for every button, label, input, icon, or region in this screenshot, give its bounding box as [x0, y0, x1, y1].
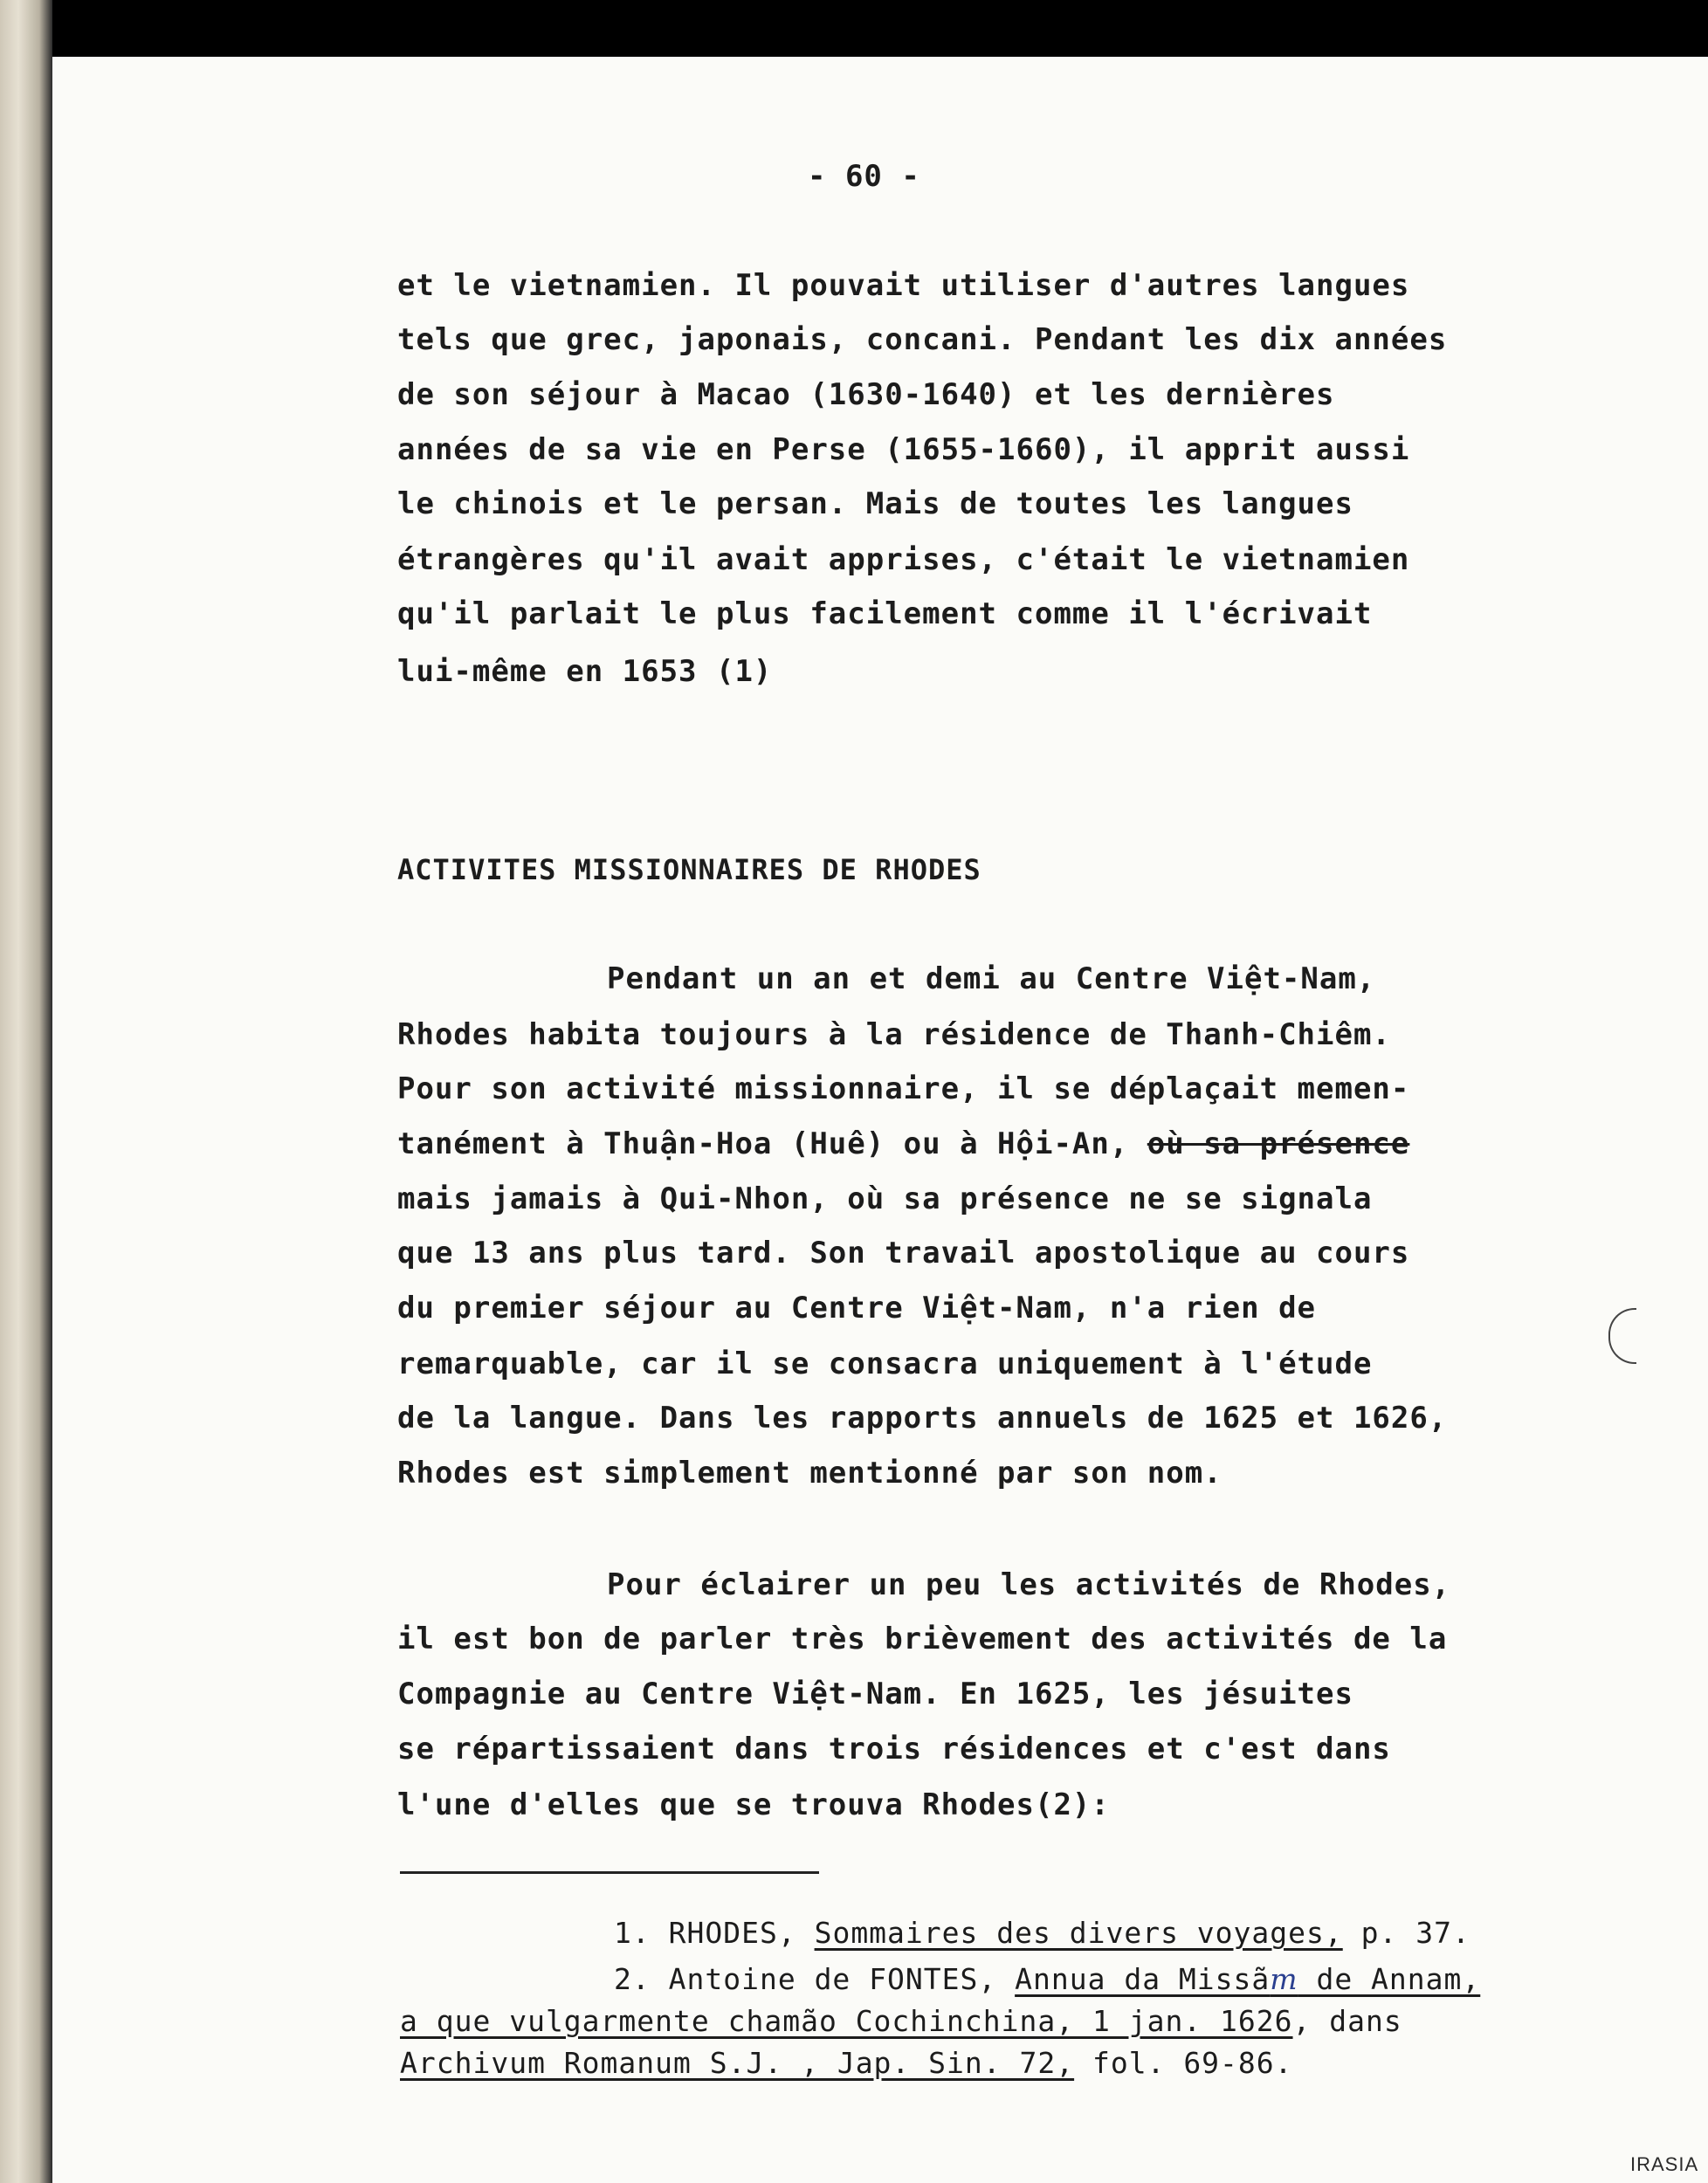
paragraph-line: de la langue. Dans les rapports annuels de 1625 et 1626, — [397, 1401, 1448, 1436]
paragraph-line-text: tanément à Thuận-Hoa (Huê) ou à Hội-An, — [397, 1126, 1147, 1161]
paragraph-line: le chinois et le persan. Mais de toutes les langues — [397, 486, 1353, 521]
struck-through-text: où sa présence — [1147, 1126, 1410, 1161]
page-number: - 60 - — [808, 159, 920, 194]
footnote-archive: Archivum Romanum S.J. , Jap. Sin. 72, — [400, 2046, 1075, 2080]
paragraph-line: Rhodes habita toujours à la résidence de Thanh-Chiêm. — [397, 1017, 1391, 1052]
footnote-text: , dans — [1292, 2004, 1402, 2038]
paragraph-line: de son séjour à Macao (1630-1640) et les dernières — [397, 377, 1335, 412]
footnote-1 — [614, 1916, 1470, 1950]
paragraph-line: mais jamais à Qui-Nhon, où sa présence ne se signala — [397, 1181, 1373, 1216]
footnote-title-continued: a que vulgarmente chamão Cochinchina, 1 jan. 1626 — [400, 2004, 1293, 2038]
paragraph-line: il est bon de parler très brièvement des activités de la — [397, 1622, 1448, 1656]
paragraph-line: et le vietnamien. Il pouvait utiliser d'autres langues — [397, 268, 1410, 303]
previous-page-edge — [0, 0, 52, 2183]
paragraph-line: années de sa vie en Perse (1655-1660), il apprit aussi — [397, 432, 1410, 467]
footnote-title-part: de Annam, — [1298, 1962, 1481, 1996]
footnote-page: p. 37. — [1360, 1916, 1470, 1950]
footnote-number: 2. — [614, 1962, 651, 1996]
handwritten-correction: m — [1270, 1962, 1298, 1996]
paragraph-line: Pour son activité missionnaire, il se déplaçait memen- — [397, 1071, 1410, 1106]
footnote-text: fol. 69-86. — [1074, 2046, 1293, 2080]
footnote-author: Antoine de FONTES, — [668, 1962, 997, 1996]
paragraph-line: que 13 ans plus tard. Son travail apostolique au cours — [397, 1236, 1410, 1271]
paragraph-line: Rhodes est simplement mentionné par son nom. — [397, 1456, 1222, 1491]
footnote-2-line-2 — [400, 2004, 1402, 2038]
footnote-separator — [400, 1871, 819, 1874]
paragraph-line: l'une d'elles que se trouva Rhodes(2): — [397, 1787, 1110, 1822]
section-heading: ACTIVITES MISSIONNAIRES DE RHODES — [397, 853, 981, 886]
footnote-2 — [614, 1962, 1481, 1996]
watermark: IRASIA — [1630, 2153, 1699, 2175]
paragraph-line — [397, 1126, 1410, 1161]
footnote-number: 1. — [614, 1916, 651, 1950]
paragraph-line: lui-même en 1653 (1) — [397, 654, 773, 689]
paragraph-line: Compagnie au Centre Việt-Nam. En 1625, les jésuites — [397, 1677, 1353, 1711]
paragraph-line: Pour éclairer un peu les activités de Rhodes, — [607, 1567, 1451, 1602]
paragraph-line: étrangères qu'il avait apprises, c'était le vietnamien — [397, 542, 1410, 577]
footnote-author: RHODES, — [668, 1916, 796, 1950]
paragraph-line: tels que grec, japonais, concani. Pendant les dix années — [397, 322, 1448, 357]
footnote-title — [1015, 1962, 1480, 1996]
paragraph-line: du premier séjour au Centre Việt-Nam, n'a rien de — [397, 1291, 1317, 1326]
footnote-2-line-3 — [400, 2046, 1293, 2080]
paragraph-line: qu'il parlait le plus facilement comme il l'écrivait — [397, 596, 1373, 631]
paragraph-line: Pendant un an et demi au Centre Việt-Nam, — [607, 961, 1376, 996]
footnote-title: Sommaires des divers voyages, — [814, 1916, 1343, 1950]
footnote-title-part: Annua da Missã — [1015, 1962, 1271, 1996]
document-page — [52, 57, 1708, 2183]
paragraph-line: remarquable, car il se consacra uniquement à l'étude — [397, 1346, 1373, 1381]
paragraph-line: se répartissaient dans trois résidences et c'est dans — [397, 1732, 1391, 1766]
